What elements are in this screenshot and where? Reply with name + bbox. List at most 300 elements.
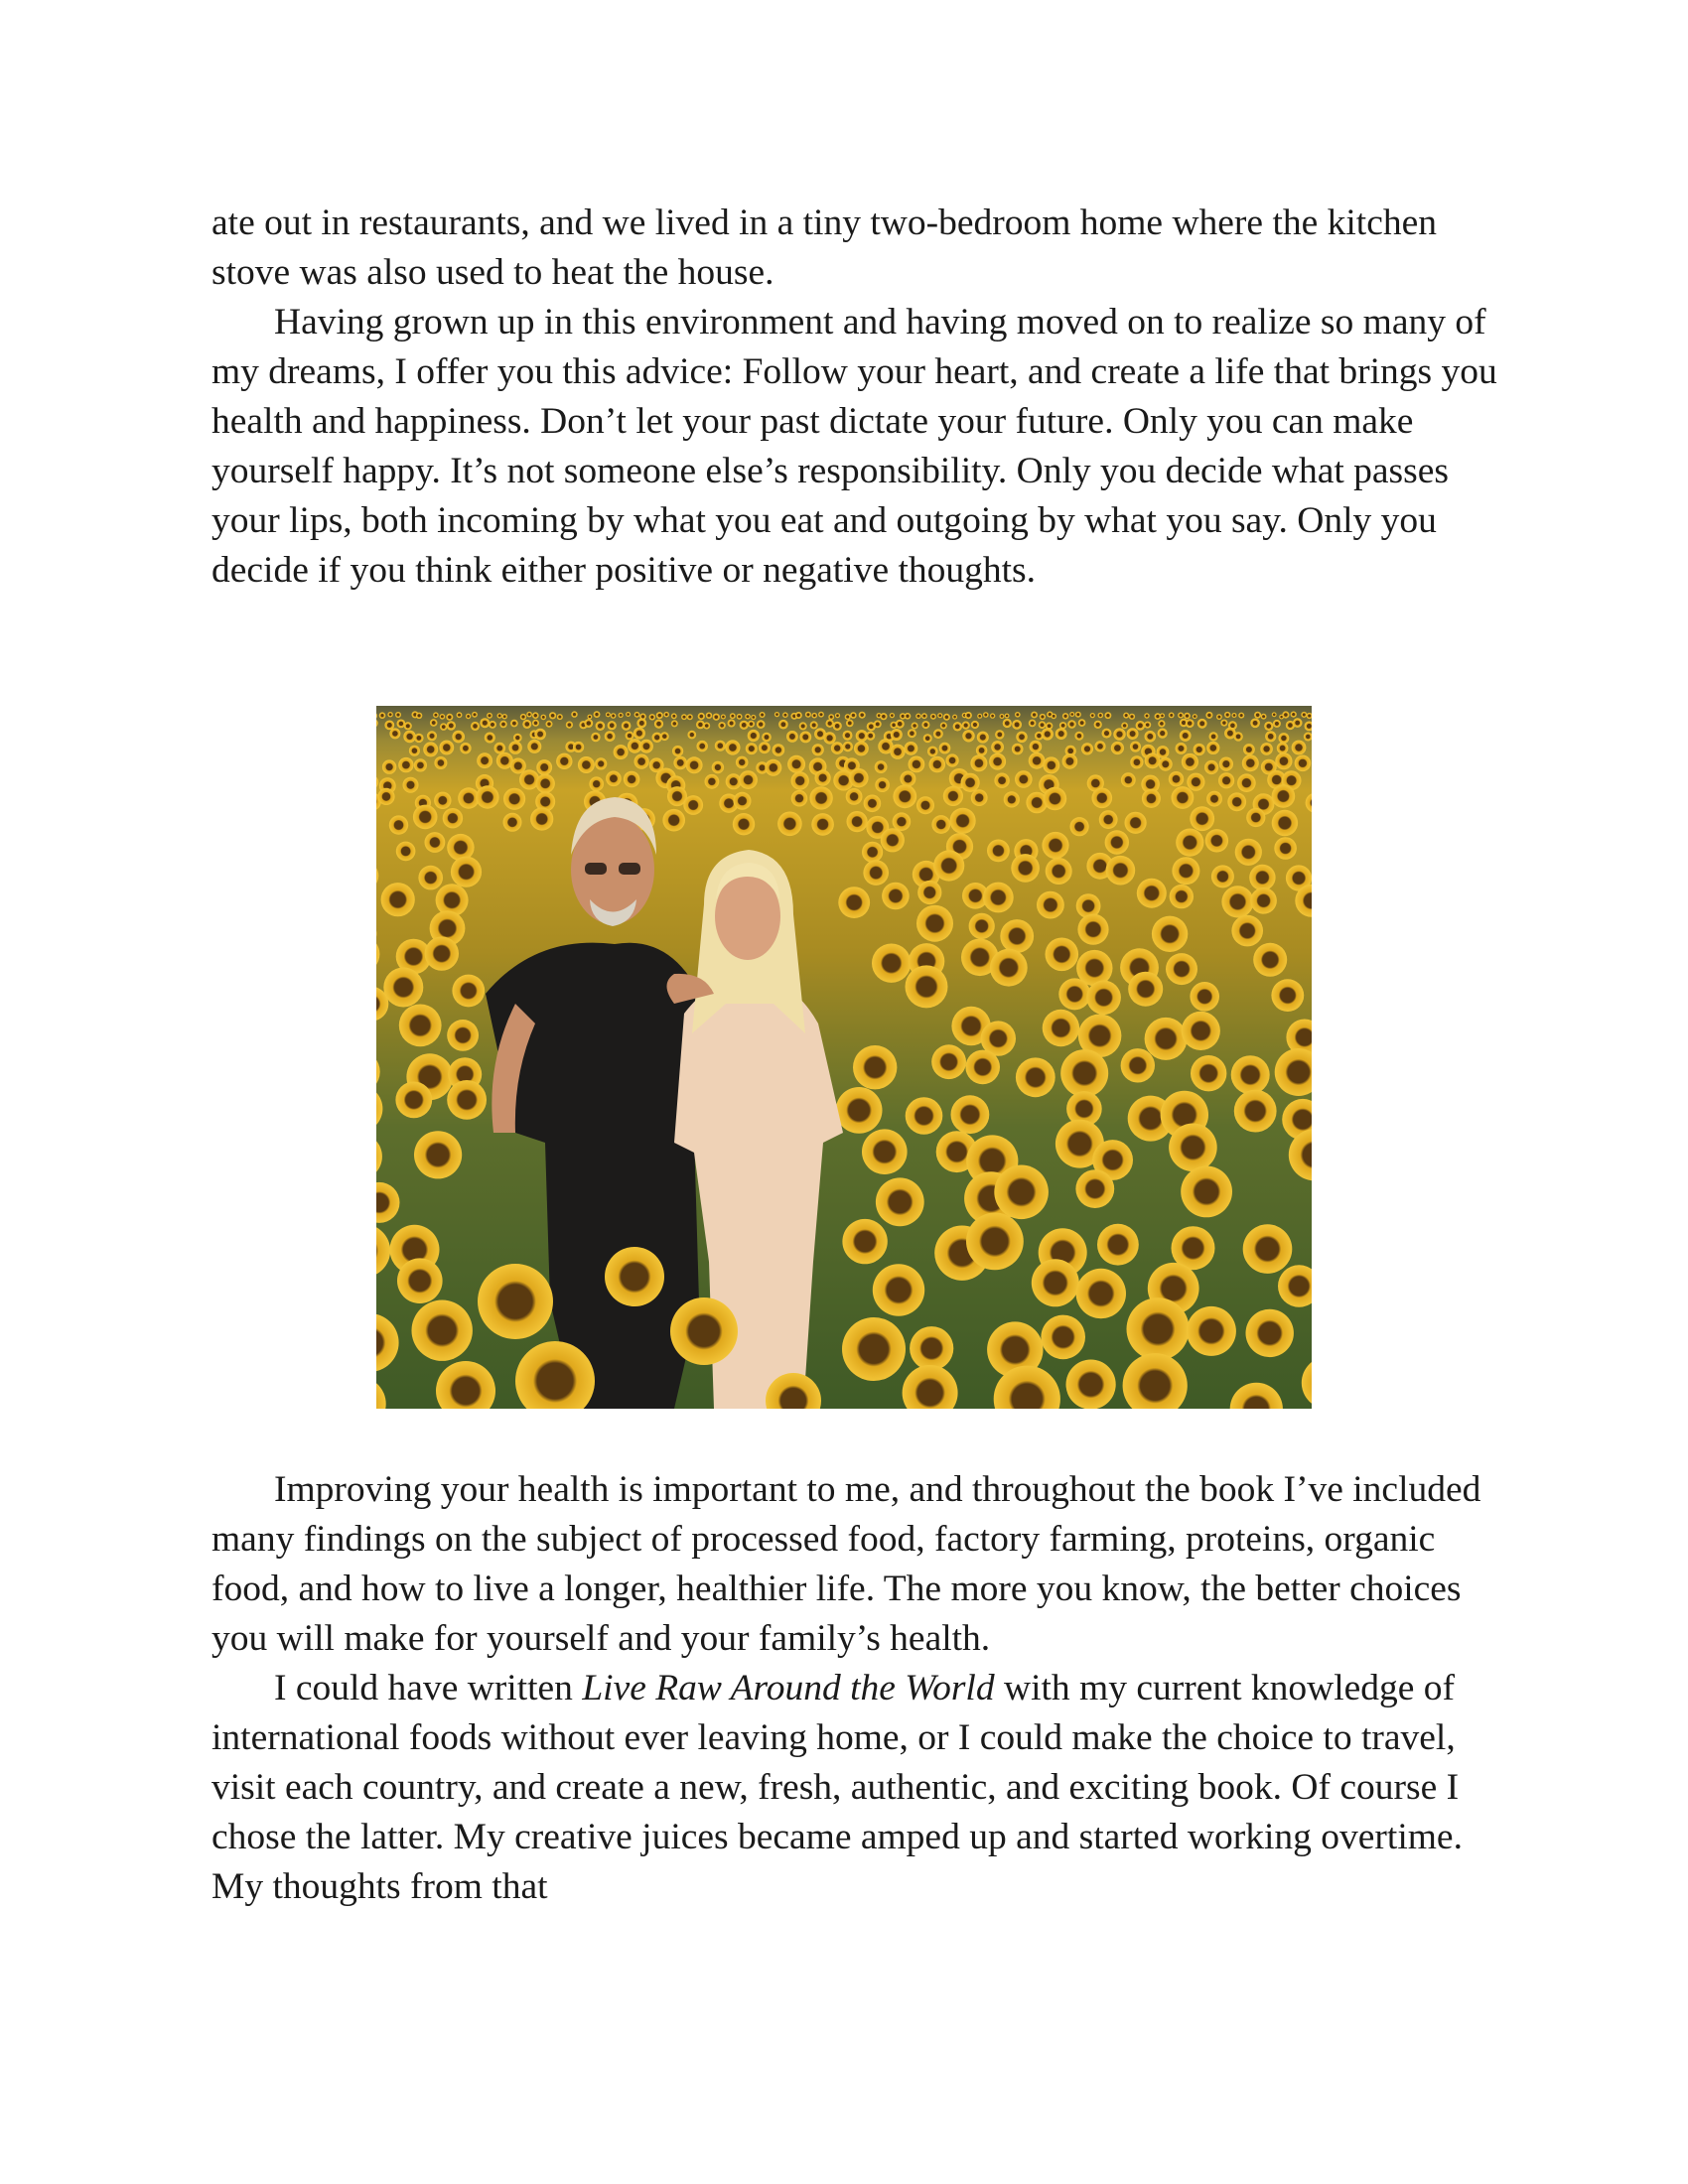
sunflower [1231,1055,1270,1094]
sunflower [471,722,480,731]
sunflower [977,732,989,744]
sunflower [906,1097,943,1135]
sunflower [845,714,851,720]
sunflower [1130,755,1143,768]
sunflower [487,713,492,719]
sunflower [818,712,824,718]
sunflower [940,722,947,729]
sunflower [656,712,663,719]
sunflower [430,719,438,727]
sunflower [1144,722,1151,729]
sunflower [1273,720,1281,728]
sunflower [1039,721,1047,729]
sunflower [1125,812,1147,834]
sunflower [397,1258,443,1303]
sunflower [571,711,577,717]
sunflower [395,1082,432,1119]
sunflower [1075,1169,1114,1208]
sunflower [950,808,976,834]
sunflower [1129,714,1135,720]
sunflower [1261,714,1267,720]
sunflower [965,712,972,719]
sunflower [703,723,710,730]
sunflower [1111,742,1124,754]
sunflower [1152,916,1188,952]
sunflower [994,773,1009,788]
sunflower [976,745,987,755]
sunflower [578,756,595,773]
sunflower [706,713,712,719]
sunflower [725,740,740,754]
sunflower [946,753,959,766]
sunflower [460,743,471,753]
sunflower [876,1177,924,1226]
sunflower [939,743,951,754]
sunflower [416,713,422,719]
sunflower [1219,757,1233,771]
sunflower [1144,713,1149,718]
sunflower [990,949,1028,987]
sunflower [862,842,883,863]
sunflower [681,714,687,720]
sunflower [864,795,882,813]
sunflower [472,712,478,718]
sunflower [398,757,413,772]
sunflower [849,768,868,787]
sunflower [532,720,539,727]
sunflower [733,813,755,835]
sunflower [1274,837,1297,860]
sunflower [728,720,736,728]
sunflower [1254,712,1261,719]
sunflower [971,789,988,806]
sunflower [748,721,755,728]
sunflower [1105,712,1112,719]
sunflower [409,746,420,756]
sunflower [395,712,401,718]
sunflower [606,712,611,717]
sunflower [1224,712,1230,718]
sunflower [811,813,834,836]
sunflower [734,792,752,810]
sunflower [425,936,459,970]
sunflower [1015,712,1021,718]
sunflower [697,741,708,751]
sunflower [1292,741,1307,755]
sunflower [983,712,989,718]
sunflower [1250,719,1260,729]
sunflower [589,776,604,791]
sunflower [737,714,743,720]
sunflower [1076,1269,1126,1318]
sunflower [1253,943,1287,977]
sunflower [536,759,552,775]
sunflower [499,721,506,728]
sunflower [965,1050,1000,1085]
sunflower [485,733,495,744]
paragraph-travel [211,1664,1502,1912]
sunflower [757,720,766,729]
sunflower [740,721,749,730]
sunflower [1172,786,1195,809]
sunflower [443,808,463,828]
sunflower [1097,1224,1139,1266]
sunflower [786,731,798,743]
sunflower [777,812,802,837]
sunflower [591,733,600,742]
sunflower [1142,789,1161,808]
sunflower [466,714,471,719]
sunflower [1293,718,1303,728]
sunflower [1043,1010,1079,1046]
sunflower [447,1080,487,1120]
sunflower [778,720,788,730]
sunflower [856,730,868,742]
sunflower [1030,741,1043,753]
sunflower [1178,713,1184,719]
sunflower [746,743,758,754]
sunflower [863,860,889,886]
sunflower [1070,817,1089,836]
sunflower [520,714,526,720]
sunflower [1264,722,1273,731]
sunflower [1249,865,1275,890]
sunflower [502,714,507,719]
sunflower [760,712,766,718]
sunflower [573,742,584,752]
sunflower [606,771,622,787]
sunflower [943,786,963,806]
sunflower [1037,891,1064,919]
sunflower [916,905,953,942]
sunflower [503,813,522,832]
sunflower [1169,1124,1217,1172]
sunflower [836,1087,883,1134]
sunflower [1242,754,1259,771]
sunflower [823,732,835,744]
sunflower [1291,712,1297,718]
sunflower [663,712,669,718]
sunflower [833,722,842,731]
sunflower [626,732,634,741]
sunflower [991,741,1004,753]
sunflower [989,753,1006,770]
sunflower [619,713,624,718]
sunflower [608,721,617,730]
sunflower [1209,732,1218,741]
sunflower [970,754,987,771]
sunflower [854,742,869,756]
sunflower [446,714,453,721]
sunflower [1029,720,1037,728]
sunflower [1180,730,1192,742]
sunflower [1041,1315,1085,1360]
sunflower [1051,714,1056,720]
sunflower [1272,784,1296,808]
sunflower [425,832,446,853]
sunflower [1182,1012,1220,1050]
sunflower [905,713,912,720]
sunflower [1058,978,1090,1010]
sunflower [843,742,853,751]
sunflower [1044,787,1067,811]
sunflower [1160,713,1165,718]
sunflower [1158,720,1165,727]
sunflower [880,713,887,720]
sunflower [712,761,724,773]
sunflower [1194,744,1205,755]
sunflower [846,788,863,805]
sunflower [906,965,948,1008]
sunflower [671,720,678,727]
sunflower [1260,743,1273,755]
sunflower [846,720,854,728]
sunflower [1158,729,1168,739]
sunflower [953,722,962,731]
sunflower [1031,712,1038,719]
sunflower [896,720,905,729]
sunflower [893,812,912,831]
sunflower [536,774,555,793]
sunflower [662,809,685,832]
sunflower [413,805,438,830]
sunflower [1277,743,1289,754]
sunflower [831,742,844,754]
sunflower [532,712,539,719]
sunflower [1127,1297,1190,1360]
sunflower [1272,712,1277,717]
sunflower [1271,979,1304,1012]
sunflower [384,721,394,731]
sunflower [1130,742,1141,752]
sunflower [414,734,423,743]
sunflower [672,746,683,756]
sunflower [748,730,760,742]
sunflower [1106,856,1136,886]
sunflower [782,712,788,718]
sunflower [762,733,772,743]
sunflower [414,1131,462,1178]
sunflower [440,714,446,720]
sunflower [921,721,929,729]
sunflower [1137,879,1167,908]
sunflower [1233,732,1242,741]
sunflower [969,913,995,939]
sunflower [1301,712,1307,718]
sunflower [541,715,547,721]
sunflower [873,1264,924,1315]
sunflower [962,730,974,742]
sunflower [736,756,749,769]
sunflower [1105,830,1129,854]
sunflower [1062,753,1078,769]
sunflower [588,715,593,720]
sunflower [730,713,736,719]
sunflower [673,756,687,770]
sunflower [1005,714,1010,719]
sunflower [1098,713,1104,719]
sunflower [1042,728,1054,740]
sunflower [1121,772,1136,787]
sunflower [477,752,492,768]
sunflower [434,756,447,769]
photo-illustration [376,706,1312,1409]
sunflower [774,712,779,717]
sunflower [1086,981,1121,1016]
sunflower [660,732,669,741]
sunflower [787,755,805,773]
paragraph-advice: Having grown up in this environment and having moved on to realize so many of my dreams, I offer you this advice: Follow your heart, and create a life that brings you health and happiness. Don’t let your past dictate your future. Only you can make yourself happy. It’s not someone else’s responsibility. Only you decide what passes your lips, both incoming by what you eat and outgoing by what you say. Only you decide if you think either positive or negative thoughts. [211,302,1497,591]
paragraph-health: Improving your health is important to me, and throughout the book I’ve included many findings on the subject of processed food, factory farming, proteins, organic food, and how to live a longer, healthier life. The more you know, the better choices you will make for yourself and your family’s health. [211,1469,1481,1659]
sunflower [1032,1259,1079,1306]
sunflower [795,712,802,719]
sunflower [611,713,617,719]
sunflower [739,770,758,789]
sunflower [379,712,386,719]
sunflower [452,975,485,1008]
sunflower [983,883,1014,913]
sunflower [636,719,646,729]
sunflower [1029,752,1046,769]
sunflower [1170,885,1194,908]
sunflower [931,1044,966,1079]
sunflower [1205,712,1212,719]
sunflower [1066,1360,1116,1410]
sunflower [1232,713,1237,718]
sunflower [853,1045,897,1089]
sunflower [605,1247,664,1306]
sunflower [1246,808,1265,827]
sunflower [377,788,394,805]
sunflower [508,741,521,753]
sunflower [916,796,934,814]
sunflower [412,1300,473,1361]
sunflower [418,866,443,890]
sunflower [1197,719,1207,729]
sunflower [874,721,882,729]
sunflower [594,711,601,718]
sunflower [451,857,482,887]
paragraph-continued: ate out in restaurants, and we lived in a tiny two-bedroom home where the kitchen stove was also used to heat the house. [211,203,1438,293]
sunflower [1003,719,1012,728]
sunflower [584,719,593,728]
sunflower [527,740,541,753]
book-title: Live Raw Around the World [582,1668,995,1708]
sunflower [396,842,416,862]
sunflower [1094,741,1105,751]
sunflower [1060,1049,1108,1097]
sunflower [403,777,419,793]
sunflower [1182,753,1198,770]
sunflower [1016,732,1027,743]
sunflower [890,745,905,759]
sunflower [1206,742,1219,754]
sunflower [872,944,911,983]
sunflower [1243,744,1255,755]
sunflower [843,731,853,741]
sunflower [634,712,640,718]
sunflower [828,714,834,720]
sunflower [1000,919,1034,953]
sunflower [1227,792,1246,811]
sunflower [639,740,653,753]
sunflower [605,731,616,742]
sunflower [921,713,927,719]
sunflower [1237,773,1256,792]
sunflower [626,712,631,717]
sunflower [842,1219,887,1264]
sunflower [962,722,970,730]
sunflower [1145,752,1161,768]
sunflower [1015,770,1033,788]
sunflower [713,714,720,721]
sunflower [1282,711,1289,718]
sunflower [862,1129,908,1174]
sunflower [1094,721,1102,729]
sunflower [893,784,916,808]
sunflower [1102,729,1112,739]
sunflower [447,721,456,730]
sunflower [1099,810,1118,829]
sunflower [1220,720,1227,727]
sunflower [427,731,437,741]
sunflower [1055,728,1067,740]
paragraph-travel-start: I could have written [274,1668,583,1708]
sunflower [990,713,995,718]
sunflower [745,714,751,720]
sunflower [1040,714,1046,720]
bottom-text-block [211,1465,1502,1912]
sunflower [850,712,857,719]
sunflower [399,1005,442,1047]
sunflower [534,729,546,741]
sunflower [1113,728,1125,740]
sunflower [952,715,957,720]
sunflower [457,712,463,718]
sunflower [1004,791,1020,807]
sunflower [917,881,941,904]
sunflower [433,712,439,718]
sunflower [494,743,506,754]
sunflower [522,720,531,729]
sunflower [671,713,677,719]
sunflower [654,720,663,729]
sunflower [688,731,697,740]
sunflower [943,714,950,721]
sunflower [1090,713,1095,718]
sunflower [1250,887,1277,914]
sunflower [1275,752,1292,769]
sunflower [1186,719,1195,728]
sunflower [1043,756,1059,773]
sunflower [670,1297,738,1365]
sunflower [403,731,416,744]
sunflower [452,731,465,744]
sunflower [389,815,408,834]
sunflower [859,712,866,719]
sunflower [557,714,563,720]
sunflower [480,718,490,728]
sunflower [900,771,915,787]
sunflower [1181,1166,1232,1218]
sunflower [687,714,693,720]
sunflower [1216,714,1222,720]
sunflower [923,734,932,743]
sunflower [715,741,726,751]
sunflower [971,721,979,729]
sunflower [933,850,964,881]
sunflower [815,770,831,786]
